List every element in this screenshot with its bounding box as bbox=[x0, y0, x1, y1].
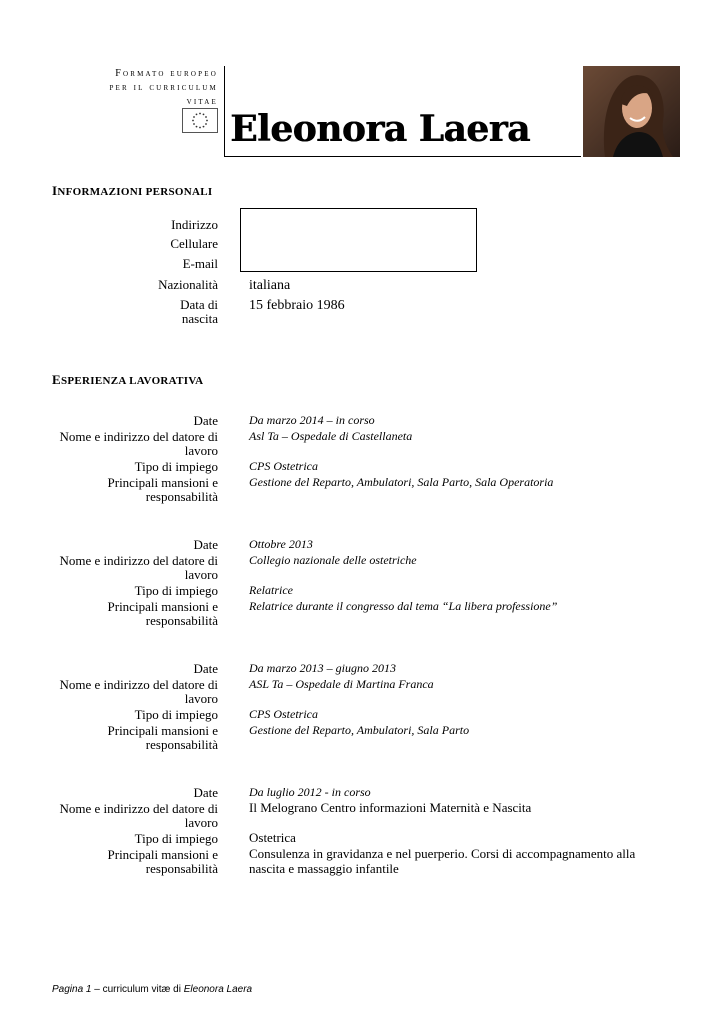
label-address: Indirizzo bbox=[171, 217, 218, 232]
label-nationality: Nazionalità bbox=[158, 277, 218, 292]
entry-4-employer: Il Melograno Centro informazioni Maternità e Nascita bbox=[249, 800, 532, 815]
value-birth-date: 15 febbraio 1986 bbox=[249, 298, 345, 313]
footer-page-number: Pagina 1 bbox=[52, 984, 92, 995]
entry-4-type: Ostetrica bbox=[249, 830, 296, 845]
label-duties-1: Principali mansioni e bbox=[107, 847, 218, 862]
label-email: E-mail bbox=[182, 256, 218, 271]
page-footer bbox=[52, 984, 252, 995]
label-type: Tipo di impiego bbox=[134, 459, 218, 474]
entry-3-date: Da marzo 2013 – giugno 2013 bbox=[249, 661, 397, 675]
label-duties-1: Principali mansioni e bbox=[107, 599, 218, 614]
label-date: Date bbox=[193, 785, 218, 800]
label-employer-2: lavoro bbox=[184, 567, 218, 582]
format-title-line-1: Formato europeo bbox=[115, 68, 218, 79]
entry-1-type: CPS Ostetrica bbox=[249, 459, 318, 473]
header-divider-vertical bbox=[224, 66, 225, 157]
label-duties-1: Principali mansioni e bbox=[107, 723, 218, 738]
label-date: Date bbox=[193, 537, 218, 552]
section-title-personal: INFORMAZIONI PERSONALI bbox=[52, 183, 213, 198]
entry-2-type: Relatrice bbox=[249, 583, 293, 597]
redacted-contact-box bbox=[240, 208, 477, 272]
label-employer-2: lavoro bbox=[184, 443, 218, 458]
entry-3-employer: ASL Ta – Ospedale di Martina Franca bbox=[249, 677, 434, 691]
label-mobile: Cellulare bbox=[170, 236, 218, 251]
format-title-line-2: per il curriculum bbox=[109, 82, 218, 93]
section-title-experience: ESPERIENZA LAVORATIVA bbox=[52, 372, 204, 387]
label-birth-date-1: Data di bbox=[180, 297, 218, 312]
label-employer-1: Nome e indirizzo del datore di bbox=[59, 801, 218, 816]
label-birth-date-2: nascita bbox=[181, 311, 218, 326]
label-duties-2: responsabilità bbox=[145, 861, 218, 876]
label-employer-1: Nome e indirizzo del datore di bbox=[59, 553, 218, 568]
footer-text: – curriculum vitæ di bbox=[91, 984, 184, 995]
label-employer-2: lavoro bbox=[184, 691, 218, 706]
entry-4-date: Da luglio 2012 - in corso bbox=[249, 785, 371, 799]
entry-1-duties: Gestione del Reparto, Ambulatori, Sala Parto, Sala Operatoria bbox=[249, 475, 554, 489]
label-employer-1: Nome e indirizzo del datore di bbox=[59, 429, 218, 444]
entry-4-duties-line-1: Consulenza in gravidanza e nel puerperio. Corsi di accompagnamento alla bbox=[249, 846, 636, 861]
eu-flag-icon bbox=[182, 108, 218, 133]
profile-photo bbox=[583, 66, 680, 157]
label-employer-2: lavoro bbox=[184, 815, 218, 830]
label-employer-1: Nome e indirizzo del datore di bbox=[59, 677, 218, 692]
format-title-line-3: vitae bbox=[186, 96, 218, 107]
entry-1-employer: Asl Ta – Ospedale di Castellaneta bbox=[249, 429, 413, 443]
header-divider-horizontal bbox=[224, 156, 581, 157]
label-duties-2: responsabilità bbox=[145, 489, 218, 504]
label-type: Tipo di impiego bbox=[134, 707, 218, 722]
footer-name: Eleonora Laera bbox=[183, 984, 253, 995]
entry-3-type: CPS Ostetrica bbox=[249, 707, 318, 721]
label-duties-1: Principali mansioni e bbox=[107, 475, 218, 490]
entry-1-date: Da marzo 2014 – in corso bbox=[249, 413, 375, 427]
label-date: Date bbox=[193, 413, 218, 428]
entry-3-duties: Gestione del Reparto, Ambulatori, Sala Parto bbox=[249, 723, 470, 737]
label-type: Tipo di impiego bbox=[134, 831, 218, 846]
entry-2-date: Ottobre 2013 bbox=[249, 537, 313, 551]
candidate-name: Eleonora Laera bbox=[230, 108, 530, 150]
entry-2-employer: Collegio nazionale delle ostetriche bbox=[249, 553, 417, 567]
label-duties-2: responsabilità bbox=[145, 737, 218, 752]
label-date: Date bbox=[193, 661, 218, 676]
entry-2-duties: Relatrice durante il congresso dal tema “La libera professione” bbox=[249, 599, 558, 613]
label-type: Tipo di impiego bbox=[134, 583, 218, 598]
label-duties-2: responsabilità bbox=[145, 613, 218, 628]
entry-4-duties-line-2: nascita e massaggio infantile bbox=[249, 861, 399, 876]
value-nationality: italiana bbox=[249, 278, 291, 293]
